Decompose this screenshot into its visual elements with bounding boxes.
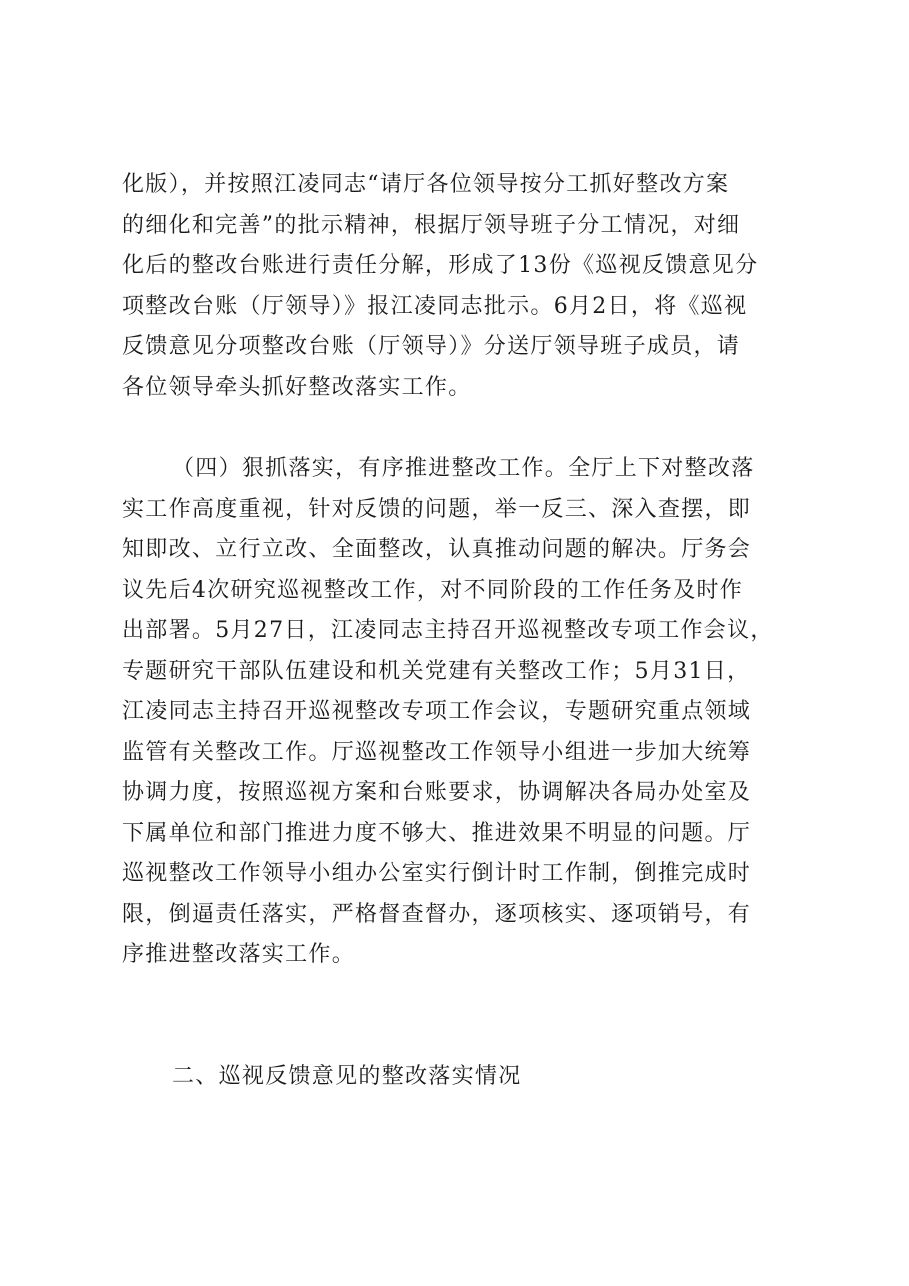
section-heading-2: [122, 1057, 822, 1098]
paragraph-2-line: 下属单位和部门推进力度不够大、推进效果不明显的问题。厅: [122, 820, 752, 846]
paragraph-2-line: 监管有关整改工作。厅巡视整改工作领导小组进一步加大统筹: [122, 739, 752, 765]
paragraph-2-line: 限，倒逼责任落实，严格督查督办，逐项核实、逐项销号，有: [122, 901, 752, 927]
paragraph-2-line: 协调力度，按照巡视方案和台账要求，协调解决各局办处室及: [122, 780, 752, 805]
paragraph-1-line: 各位领导牵头抓好整改落实工作。: [122, 374, 472, 400]
paragraph-2-line: 专题研究干部队伍建设和机关党建有关整改工作；5月31日，: [122, 658, 751, 684]
paragraph-1-line: 化版），并按照江凌同志“请厅各位领导按分工抓好整改方案: [122, 172, 730, 197]
paragraph-1-line: 反馈意见分项整改台账（厅领导）》分送厅领导班子成员，请: [122, 334, 741, 359]
paragraph-2-line: 出部署。5月27日，江凌同志主持召开巡视整改专项工作会议，: [122, 618, 774, 643]
paragraph-2-line: 江凌同志主持召开巡视整改专项工作会议，专题研究重点领域: [122, 699, 752, 724]
paragraph-2-line: 知即改、立行立改、全面整改，认真推动问题的解决。厅务会: [122, 537, 752, 562]
paragraph-2-line: 巡视整改工作领导小组办公室实行倒计时工作制，倒推完成时: [122, 861, 752, 886]
paragraph-2: [122, 449, 822, 976]
paragraph-2-line: 议先后4次研究巡视整改工作，对不同阶段的工作任务及时作: [122, 577, 744, 603]
paragraph-1: [122, 165, 822, 408]
paragraph-2-line: 实工作高度重视，针对反馈的问题，举一反三、深入查摆，即: [122, 496, 752, 522]
paragraph-2-line: （四）狠抓落实，有序推进整改工作。全厅上下对整改落: [172, 456, 755, 481]
paragraph-2-line: 序推进整改落实工作。: [122, 942, 356, 967]
paragraph-1-line: 的细化和完善”的批示精神，根据厅领导班子分工情况，对细: [122, 212, 741, 238]
paragraph-1-line: 项整改台账（厅领导）》报江凌同志批示。6月2日，将《巡视: [122, 293, 748, 319]
section-heading-text: 二、巡视反馈意见的整改落实情况: [172, 1064, 522, 1089]
paragraph-1-line: 化后的整改台账进行责任分解，形成了13份《巡视反馈意见分: [122, 253, 759, 278]
